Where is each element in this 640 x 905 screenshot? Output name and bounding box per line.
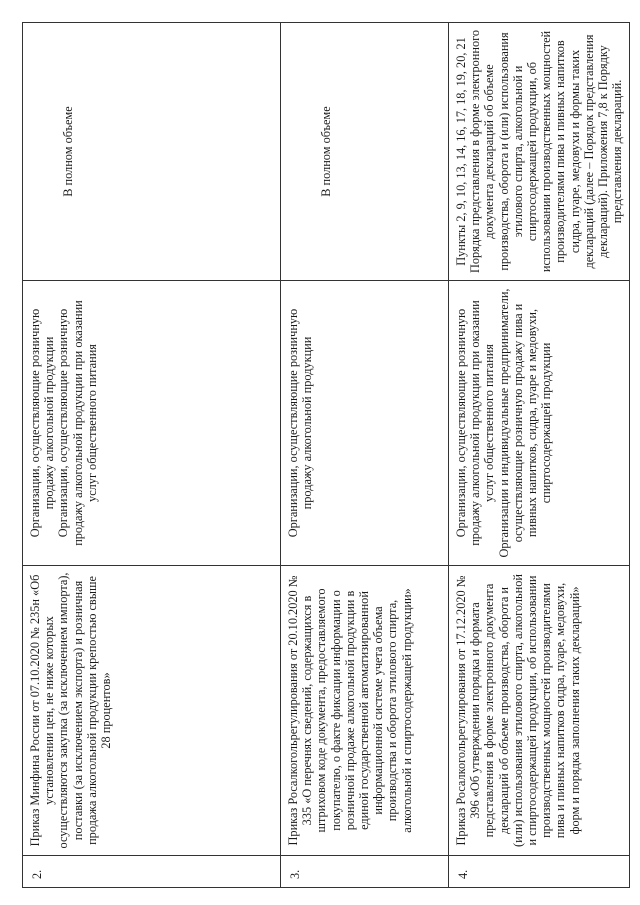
table-row <box>449 23 630 888</box>
row-number: 3. <box>281 856 449 888</box>
subjects-cell <box>449 281 630 566</box>
row-number: 4. <box>449 856 630 888</box>
scope-cell: Пункты 2, 9, 10, 13, 14, 16, 17, 18, 19, 20, 21 Порядка представления в форме электронного документа деклараций об объеме производства, оборота и (или) использования этилового спирта, алкогольной и спиртосодержащей продукции, об использовании производственных мощностей производителями пива и пивных напитков сидра, пуаре, медовухи и формы таких деклараций (далее – Порядок представления деклараций). Приложения 7,8 к Порядку представления деклараций. <box>449 23 630 281</box>
subject-item: Организации, осуществляющие розничную продажу алкогольной продукции при оказании услуг общественного питания <box>454 300 497 546</box>
subjects-cell <box>23 281 281 566</box>
rotated-table-wrapper <box>22 23 625 888</box>
document-cell: Приказ Росалкогольрегулирования от 17.12.2020 № 396 «Об утверждении порядка и формата представления в форме электронного документа деклараций об объеме производства, оборота и (или) использования этилового спирта, алкогольной и спиртосодержащей продукции, об использовании производственных мощностей производителями пива и пивных напитков сидра, пуаре, медовухи, форм и порядка заполнения таких деклараций» <box>449 566 630 856</box>
subject-item: Организации, осуществляющие розничную продажу алкогольной продукции <box>286 308 315 538</box>
row-number: 2. <box>23 856 281 888</box>
subjects-cell <box>281 281 449 566</box>
regulations-table <box>22 22 630 888</box>
subject-item: Организации и индивидуальные предприниматели, осуществляющие розничную продажу пива и пивных напитков, сидра, пуаре и медовухи, спиртосодержащей продукции <box>496 288 554 558</box>
document-cell: Приказ Минфина России от 07.10.2020 № 235н «Об установлении цен, не ниже которых осуществляются закупка (за исключением импорта), поставки (за исключением экспорта) и розничная продажа алкогольной продукции крепостью свыше 28 процентов» <box>23 566 281 856</box>
scope-cell: В полном объеме <box>281 23 449 281</box>
document-cell: Приказ Росалкогольрегулирования от 20.10.2020 № 335 «О перечнях сведений, содержащихся в штриховом коде документа, предоставляемого покупателю, о факте фиксации информации о розничной продаже алкогольной продукции в единой государственной автоматизированной информационной системе учета объема производства и оборота этилового спирта, алкогольной и спиртосодержащей продукции» <box>281 566 449 856</box>
scope-cell: В полном объеме <box>23 23 281 281</box>
subject-item: Организации, осуществляющие розничную продажу алкогольной продукции при оказании услуг общественного питания <box>56 300 99 546</box>
table-row <box>281 23 449 888</box>
table-row <box>23 23 281 888</box>
subject-item: Организации, осуществляющие розничную продажу алкогольной продукции <box>28 308 57 538</box>
